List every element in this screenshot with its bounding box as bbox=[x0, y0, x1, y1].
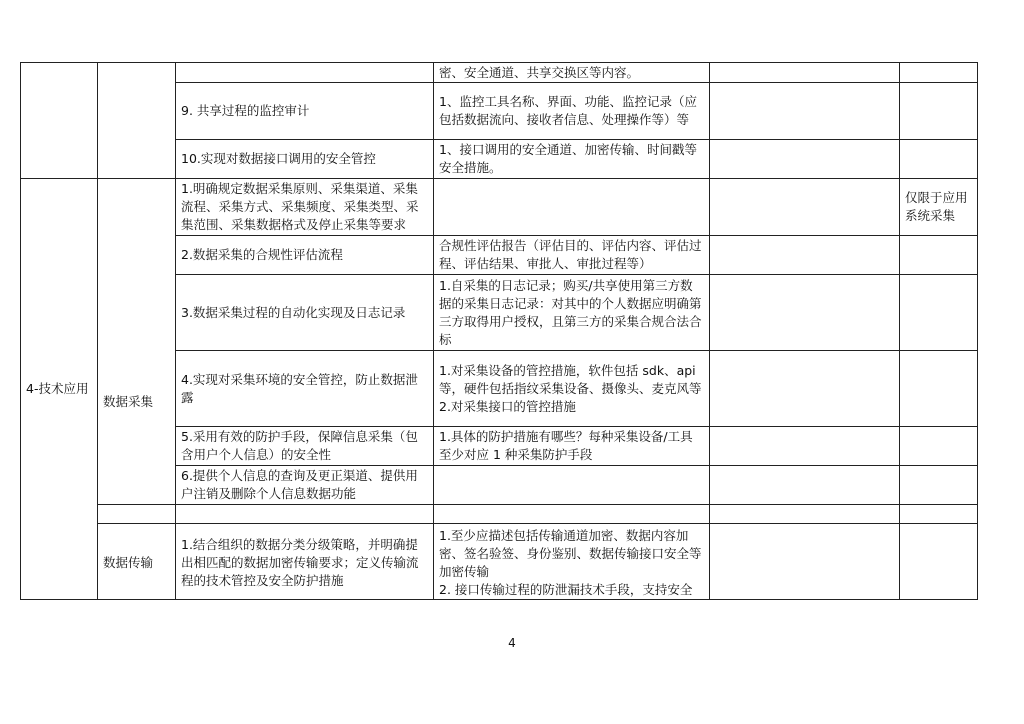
evidence-line: 2.对采集接口的管控措施 bbox=[439, 398, 576, 414]
blank-cell bbox=[710, 63, 900, 83]
subcategory-cell-empty bbox=[98, 505, 176, 524]
evidence-cell bbox=[434, 524, 710, 600]
table-row bbox=[21, 179, 978, 236]
subcategory-cell: 数据传输 bbox=[98, 524, 176, 600]
note-cell bbox=[900, 275, 978, 351]
requirement-cell: 5.采用有效的防护手段，保障信息采集（包含用户个人信息）的安全性 bbox=[176, 427, 434, 466]
evidence-line: 1.至少应描述包括传输通道加密、数据内容加密、签名验签、身份鉴别、数据传输接口安全等加密传输 bbox=[439, 527, 702, 579]
evidence-cell: 合规性评估报告（评估目的、评估内容、评估过程、评估结果、审批人、审批过程等） bbox=[434, 236, 710, 275]
blank-cell bbox=[710, 505, 900, 524]
evidence-cell: 密、安全通道、共享交换区等内容。 bbox=[434, 63, 710, 83]
subcategory-cell-empty bbox=[98, 63, 176, 179]
evidence-cell: 1、监控工具名称、界面、功能、监控记录（应包括数据流向、接收者信息、处理操作等）等 bbox=[434, 83, 710, 140]
evidence-cell bbox=[434, 351, 710, 427]
blank-cell bbox=[710, 83, 900, 140]
requirement-cell: 6.提供个人信息的查询及更正渠道、提供用户注销及删除个人信息数据功能 bbox=[176, 466, 434, 505]
blank-cell bbox=[710, 524, 900, 600]
evidence-cell bbox=[434, 505, 710, 524]
note-cell bbox=[900, 63, 978, 83]
note-cell bbox=[900, 236, 978, 275]
table-row bbox=[21, 524, 978, 600]
evidence-cell bbox=[434, 179, 710, 236]
note-cell bbox=[900, 505, 978, 524]
evidence-line: 2. 接口传输过程的防泄漏技术手段，支持安全 bbox=[439, 581, 693, 597]
category-cell: 4-技术应用 bbox=[21, 179, 98, 600]
blank-cell bbox=[710, 466, 900, 505]
requirement-cell: 4.实现对采集环境的安全管控，防止数据泄露 bbox=[176, 351, 434, 427]
requirement-cell: 1.结合组织的数据分类分级策略，并明确提出相匹配的数据加密传输要求；定义传输流程的技术管控及安全防护措施 bbox=[176, 524, 434, 600]
table-row bbox=[21, 505, 978, 524]
evidence-cell: 1.具体的防护措施有哪些？每种采集设备/工具至少对应 1 种采集防护手段 bbox=[434, 427, 710, 466]
note-cell: 仅限于应用系统采集 bbox=[900, 179, 978, 236]
requirement-cell: 2.数据采集的合规性评估流程 bbox=[176, 236, 434, 275]
requirement-cell: 9. 共享过程的监控审计 bbox=[176, 83, 434, 140]
note-cell bbox=[900, 524, 978, 600]
note-cell bbox=[900, 466, 978, 505]
requirements-table bbox=[20, 62, 978, 600]
note-cell bbox=[900, 140, 978, 179]
table-row bbox=[21, 63, 978, 83]
requirement-cell bbox=[176, 63, 434, 83]
note-cell bbox=[900, 83, 978, 140]
evidence-line: 1.对采集设备的管控措施，软件包括 sdk、api 等，硬件包括指纹采集设备、摄像头、麦克风等 bbox=[439, 362, 702, 396]
blank-cell bbox=[710, 275, 900, 351]
blank-cell bbox=[710, 236, 900, 275]
blank-cell bbox=[710, 140, 900, 179]
note-cell bbox=[900, 427, 978, 466]
evidence-cell bbox=[434, 466, 710, 505]
note-cell bbox=[900, 351, 978, 427]
requirements-table-container bbox=[20, 62, 978, 600]
page-number: 4 bbox=[508, 636, 516, 650]
requirement-cell bbox=[176, 505, 434, 524]
evidence-cell: 1.自采集的日志记录；购买/共享使用第三方数据的采集日志记录：对其中的个人数据应明确第三方取得用户授权，且第三方的采集合规合法合标 bbox=[434, 275, 710, 351]
category-cell-empty bbox=[21, 63, 98, 179]
requirement-cell: 10.实现对数据接口调用的安全管控 bbox=[176, 140, 434, 179]
requirement-cell: 3.数据采集过程的自动化实现及日志记录 bbox=[176, 275, 434, 351]
requirement-cell: 1.明确规定数据采集原则、采集渠道、采集流程、采集方式、采集频度、采集类型、采集范围、采集数据格式及停止采集等要求 bbox=[176, 179, 434, 236]
evidence-cell: 1、接口调用的安全通道、加密传输、时间戳等安全措施。 bbox=[434, 140, 710, 179]
blank-cell bbox=[710, 427, 900, 466]
subcategory-cell: 数据采集 bbox=[98, 179, 176, 505]
blank-cell bbox=[710, 179, 900, 236]
blank-cell bbox=[710, 351, 900, 427]
